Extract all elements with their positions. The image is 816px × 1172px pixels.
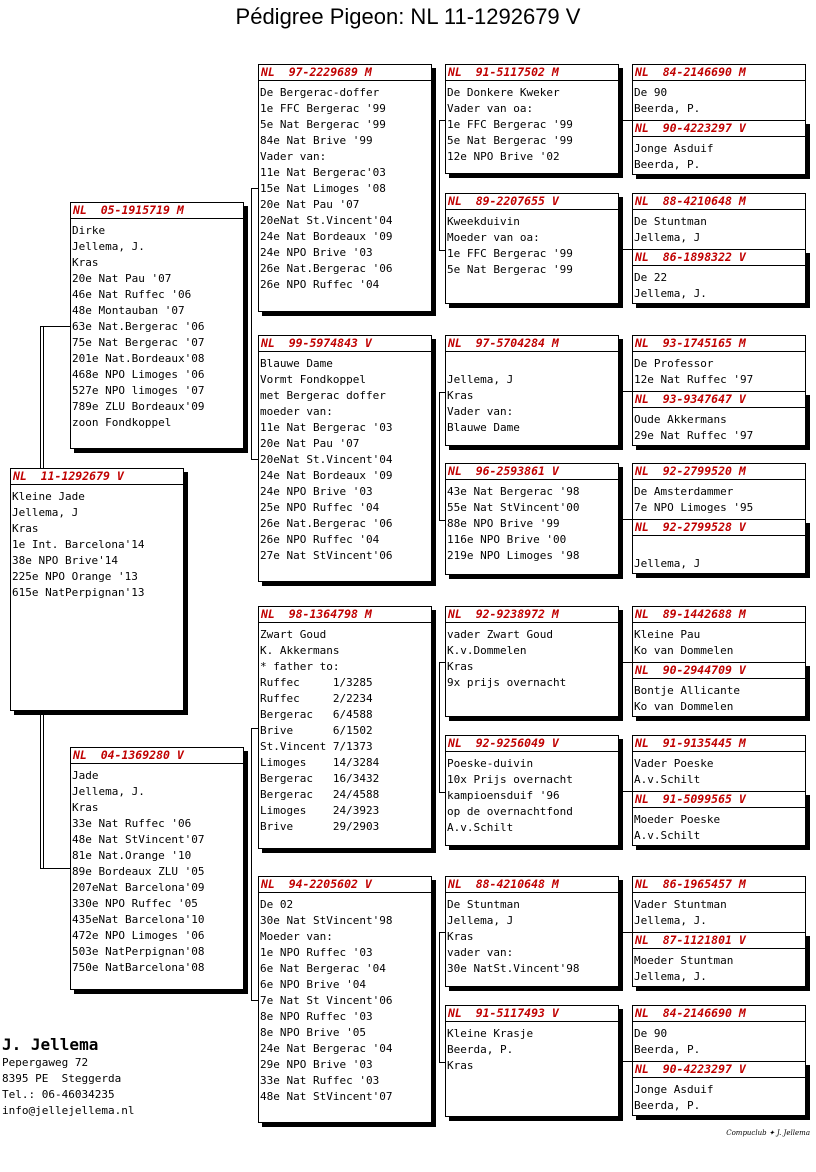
ancestor-card (632, 1061, 806, 1116)
pigeon-info-line: 38e NPO Brive'14 (12, 554, 118, 567)
pigeon-info-line: 24e NPO Brive '03 (260, 485, 373, 498)
pigeon-info-line: Jade (72, 769, 99, 782)
pigeon-info-line: Limoges 14/3284 (260, 756, 380, 769)
connector-line (251, 188, 252, 459)
ancestor-card (632, 791, 806, 846)
pigeon-info-line: 29e NPO Brive '03 (260, 1058, 373, 1071)
ancestor-card (632, 193, 806, 249)
connector-line (439, 120, 440, 250)
great-grandparent-card (445, 335, 619, 446)
pigeon-info-line: 46e Nat Ruffec '06 (72, 288, 192, 301)
pigeon-info-line: Bergerac 24/4588 (260, 788, 380, 801)
ancestor-card (632, 606, 806, 662)
pigeon-info-line: 6e NPO Brive '04 (260, 978, 366, 991)
connector-line (251, 459, 258, 460)
pigeon-info-line: 789e ZLU Bordeaux'09 (72, 400, 205, 413)
ring-number: NL 86-1965457 M (633, 877, 805, 893)
breeder-email[interactable]: info@jellejellema.nl (2, 1104, 135, 1117)
pigeon-info-line: Beerda, P. (634, 102, 701, 115)
pigeon-info-line: Kras (447, 930, 474, 943)
pigeon-info-line: zoon Fondkoppel (72, 416, 172, 429)
breeder-phone: Tel.: 06-46034235 (2, 1088, 115, 1101)
pigeon-info-line: 8e NPO Brive '05 (260, 1026, 366, 1039)
pigeon-info-line: Jellema, J (12, 506, 79, 519)
pigeon-info-line: * father to: (260, 660, 340, 673)
pigeon-info-line: De 90 (634, 1027, 668, 1040)
ring-number: NL 11-1292679 V (11, 469, 183, 485)
pigeon-info-line: 9x prijs overnacht (447, 676, 567, 689)
pigeon-info-line: 11e Nat Bergerac'03 (260, 166, 386, 179)
breeder-city: 8395 PE Steggerda (2, 1072, 122, 1085)
pigeon-info-line: 11e Nat Bergerac '03 (260, 421, 393, 434)
pigeon-info-line: Kweekduivin (447, 215, 520, 228)
pigeon-info-line: 10x Prijs overnacht (447, 773, 573, 786)
pigeon-info-line: Beerda, P. (447, 1043, 514, 1056)
grandsire-paternal-card (258, 64, 432, 312)
pigeon-info-line: op de overnachtfond (447, 805, 573, 818)
connector-line (619, 391, 632, 392)
pigeon-info-line: A.v.Schilt (634, 829, 701, 842)
pigeon-info-line: 219e NPO Limoges '98 (447, 549, 580, 562)
pigeon-info-line: 55e Nat StVincent'00 (447, 501, 580, 514)
ring-number: NL 92-2799520 M (633, 464, 805, 480)
sire-card (70, 202, 244, 449)
ancestor-card (632, 876, 806, 932)
pigeon-info-line: De 02 (260, 898, 294, 911)
pigeon-info-line: 225e NPO Orange '13 (12, 570, 138, 583)
pigeon-info-line (634, 540, 805, 556)
pigeon-info-line: 1e NPO Ruffec '03 (260, 946, 373, 959)
pigeon-info-line: 7e NPO Limoges '95 (634, 501, 754, 514)
pigeon-info-line: Bontje Allicante (634, 684, 740, 697)
pigeon-info-line: A.v.Schilt (447, 821, 514, 834)
connector-line (619, 791, 632, 792)
pigeon-info-line: Kleine Jade (12, 490, 85, 503)
ring-number: NL 88-4210648 M (446, 877, 618, 893)
pigeon-info-line: Vormt Fondkoppel (260, 373, 366, 386)
pigeon-info-line: 84e Nat Brive '99 (260, 134, 373, 147)
ancestor-card (632, 64, 806, 120)
pigeon-info-line: Ko van Dommelen (634, 700, 734, 713)
pigeon-info-line: 20e Nat Pau '07 (260, 198, 360, 211)
ring-number: NL 92-9238972 M (446, 607, 618, 623)
pigeon-info-line: Jellema, J. (72, 240, 145, 253)
pigeon-info-line: 26e NPO Ruffec '04 (260, 278, 380, 291)
ring-number: NL 90-4223297 V (633, 1062, 805, 1078)
subject-pigeon-card (10, 468, 184, 711)
pigeon-info-line: 81e Nat.Orange '10 (72, 849, 192, 862)
ring-number: NL 86-1898322 V (633, 250, 805, 266)
pigeon-info-line: K.v.Dommelen (447, 644, 527, 657)
pigeon-info-line: Vader van: (447, 405, 514, 418)
ring-number: NL 99-5974843 V (259, 336, 431, 352)
pigeon-info-line: Moeder Stuntman (634, 954, 734, 967)
pigeon-info-line: Beerda, P. (634, 1099, 701, 1112)
pigeon-info-line: 75e Nat Bergerac '07 (72, 336, 205, 349)
pigeon-info-line: 43e Nat Bergerac '98 (447, 485, 580, 498)
pigeon-info-line: 27e Nat StVincent'06 (260, 549, 393, 562)
pigeon-info-line: 7e Nat St Vincent'06 (260, 994, 393, 1007)
connector-line (439, 662, 440, 792)
pigeon-info-line: 201e Nat.Bordeaux'08 (72, 352, 205, 365)
pigeon-info-line: Vader Poeske (634, 757, 714, 770)
pigeon-info-line: 29e Nat Ruffec '97 (634, 429, 754, 442)
pigeon-info-line: De Donkere Kweker (447, 86, 560, 99)
pigeon-info-line: Bergerac 6/4588 (260, 708, 373, 721)
pigeon-info-line: Ko van Dommelen (634, 644, 734, 657)
connector-line (43, 326, 44, 468)
pigeon-info-line: 24e Nat Bergerac '04 (260, 1042, 393, 1055)
pigeon-info-line: kampioensduif '96 (447, 789, 560, 802)
pigeon-info-line: Beerda, P. (634, 158, 701, 171)
great-grandparent-card (445, 1005, 619, 1117)
great-grandparent-card (445, 463, 619, 575)
pigeon-info-line: 12e NPO Brive '02 (447, 150, 560, 163)
pigeon-info-line: Kras (447, 660, 474, 673)
breeder-name: J. Jellema (2, 1035, 99, 1054)
ancestor-card (632, 463, 806, 519)
pigeon-info-line: 20e Nat Pau '07 (72, 272, 172, 285)
ring-number: NL 91-9135445 M (633, 736, 805, 752)
pigeon-info-line: St.Vincent 7/1373 (260, 740, 373, 753)
ring-number: NL 84-2146690 M (633, 1006, 805, 1022)
pigeon-info-line: 30e Nat StVincent'98 (260, 914, 393, 927)
ring-number: NL 91-5099565 V (633, 792, 805, 808)
pigeon-info-line: 24e Nat Bordeaux '09 (260, 230, 393, 243)
connector-line (619, 120, 632, 121)
pigeon-info-line: 33e Nat Ruffec '03 (260, 1074, 380, 1087)
pigeon-info-line: Jellema, J. (634, 914, 707, 927)
pigeon-info-line: Kras (447, 389, 474, 402)
great-grandparent-card (445, 193, 619, 304)
pigeon-info-line: 1e Int. Barcelona'14 (12, 538, 145, 551)
ancestor-card (632, 120, 806, 175)
dam-card (70, 747, 244, 990)
pigeon-info-line: Blauwe Dame (260, 357, 333, 370)
pigeon-info-line: 20eNat St.Vincent'04 (260, 453, 393, 466)
pigeon-info-line: 89e Bordeaux ZLU '05 (72, 865, 205, 878)
ring-number: NL 04-1369280 V (71, 748, 243, 764)
ring-number: NL 89-2207655 V (446, 194, 618, 210)
ancestor-card (632, 249, 806, 304)
pigeon-info-line: Ruffec 2/2234 (260, 692, 373, 705)
pigeon-info-line (447, 356, 618, 372)
pigeon-info-line: met Bergerac doffer (260, 389, 386, 402)
pigeon-info-line: 1e FFC Bergerac '99 (447, 118, 573, 131)
pigeon-info-line: Jonge Asduif (634, 142, 714, 155)
pigeon-info-line: moeder van: (260, 405, 333, 418)
ancestor-card (632, 519, 806, 574)
pigeon-info-line: Kras (72, 801, 99, 814)
connector-line (619, 519, 632, 520)
ring-number: NL 96-2593861 V (446, 464, 618, 480)
pigeon-info-line: A.v.Schilt (634, 773, 701, 786)
pigeon-info-line: De Stuntman (634, 215, 707, 228)
pigeon-info-line: 1e FFC Bergerac '99 (447, 247, 573, 260)
pigeon-info-line: 503e NatPerpignan'08 (72, 945, 205, 958)
ring-number: NL 93-9347647 V (633, 392, 805, 408)
ring-number: NL 97-2229689 M (259, 65, 431, 81)
pigeon-info-line: vader van: (447, 946, 514, 959)
connector-line (619, 249, 632, 250)
pigeon-info-line: 20e Nat Pau '07 (260, 437, 360, 450)
ring-number: NL 92-2799528 V (633, 520, 805, 536)
pigeon-info-line: Oude Akkermans (634, 413, 727, 426)
breeder-address: Pepergaweg 72 (2, 1056, 89, 1069)
pigeon-info-line: Bergerac 16/3432 (260, 772, 380, 785)
connector-line (251, 1000, 258, 1001)
pigeon-info-line: Kleine Pau (634, 628, 701, 641)
connector-line (251, 188, 258, 189)
connector-line (251, 728, 252, 1000)
pigeon-info-line: De Bergerac-doffer (260, 86, 380, 99)
ring-number: NL 91-5117502 M (446, 65, 618, 81)
great-grandparent-card (445, 876, 619, 987)
pigeon-info-line: Kras (12, 522, 39, 535)
pigeon-info-line: De 90 (634, 86, 668, 99)
pigeon-info-line: Jellema, J (447, 914, 514, 927)
ring-number: NL 90-4223297 V (633, 121, 805, 137)
pigeon-info-line: Vader van: (260, 150, 327, 163)
ancestor-card (632, 391, 806, 446)
ring-number: NL 94-2205602 V (259, 877, 431, 893)
ring-number: NL 89-1442688 M (633, 607, 805, 623)
ring-number: NL 90-2944709 V (633, 663, 805, 679)
ring-number: NL 87-1121801 V (633, 933, 805, 949)
pigeon-info-line: 6e Nat Bergerac '04 (260, 962, 386, 975)
pigeon-info-line: 26e NPO Ruffec '04 (260, 533, 380, 546)
ring-number: NL 92-9256049 V (446, 736, 618, 752)
software-credit: Compuclub ✦ J. Jellema (726, 1129, 810, 1137)
pigeon-info-line: Dirke (72, 224, 106, 237)
pigeon-info-line: 207eNat Barcelona'09 (72, 881, 205, 894)
pigeon-info-line: 20eNat St.Vincent'04 (260, 214, 393, 227)
pigeon-info-line: Brive 29/2903 (260, 820, 380, 833)
connector-line (619, 662, 632, 663)
pigeon-info-line: 88e NPO Brive '99 (447, 517, 560, 530)
pigeon-info-line: 527e NPO limoges '07 (72, 384, 205, 397)
pigeon-info-line: 615e NatPerpignan'13 (12, 586, 145, 599)
pigeon-info-line: Jellema, J. (72, 785, 145, 798)
connector-line (619, 1061, 632, 1062)
pigeon-info-line: 468e NPO Limoges '06 (72, 368, 205, 381)
pigeon-info-line: Jellema, J. (634, 970, 707, 983)
pigeon-info-line: 48e Nat StVincent'07 (72, 833, 205, 846)
ancestor-card (632, 335, 806, 391)
pigeon-info-line: 472e NPO Limoges '06 (72, 929, 205, 942)
grandsire-maternal-card (258, 606, 432, 849)
pigeon-info-line: Blauwe Dame (447, 421, 520, 434)
pigeon-info-line: 12e Nat Ruffec '97 (634, 373, 754, 386)
great-grandparent-card (445, 735, 619, 846)
pigeon-info-line: Brive 6/1502 (260, 724, 373, 737)
pigeon-info-line: 8e NPO Ruffec '03 (260, 1010, 373, 1023)
pigeon-info-line: 1e FFC Bergerac '99 (260, 102, 386, 115)
granddam-maternal-card (258, 876, 432, 1123)
pigeon-info-line: 48e Montauban '07 (72, 304, 185, 317)
ring-number: NL 88-4210648 M (633, 194, 805, 210)
pigeon-info-line: 116e NPO Brive '00 (447, 533, 567, 546)
pigeon-info-line: 33e Nat Ruffec '06 (72, 817, 192, 830)
pigeon-info-line: K. Akkermans (260, 644, 340, 657)
connector-line (251, 728, 258, 729)
pigeon-info-line: De Stuntman (447, 898, 520, 911)
pigeon-info-line: 330e NPO Ruffec '05 (72, 897, 198, 910)
pigeon-info-line: Moeder Poeske (634, 813, 721, 826)
pigeon-info-line: De Amsterdammer (634, 485, 734, 498)
ancestor-card (632, 932, 806, 987)
connector-line (439, 392, 440, 520)
ancestor-card (632, 1005, 806, 1061)
ancestor-card (632, 735, 806, 791)
pigeon-info-line: Ruffec 1/3285 (260, 676, 373, 689)
breeder-info (2, 1035, 134, 1119)
pigeon-info-line: Vader van oa: (447, 102, 534, 115)
pigeon-info-line: vader Zwart Goud (447, 628, 553, 641)
pigeon-info-line: Moeder van: (260, 930, 333, 943)
page-title: Pédigree Pigeon: NL 11-1292679 V (235, 4, 581, 29)
pigeon-info-line: De 22 (634, 271, 668, 284)
pigeon-info-line: 25e NPO Ruffec '04 (260, 501, 380, 514)
pigeon-info-line: 24e NPO Brive '03 (260, 246, 373, 259)
pigeon-info-line: 5e Nat Bergerac '99 (260, 118, 386, 131)
pigeon-info-line: 435eNat Barcelona'10 (72, 913, 205, 926)
pigeon-info-line: Moeder van oa: (447, 231, 540, 244)
connector-line (40, 868, 70, 869)
pigeon-info-line: 63e Nat.Bergerac '06 (72, 320, 205, 333)
pigeon-info-line: 26e Nat.Bergerac '06 (260, 517, 393, 530)
connector-line (619, 932, 632, 933)
great-grandparent-card (445, 64, 619, 174)
pigeon-info-line: 15e Nat Limoges '08 (260, 182, 386, 195)
connector-line (40, 326, 70, 327)
pigeon-info-line: Zwart Goud (260, 628, 327, 641)
ring-number: NL 93-1745165 M (633, 336, 805, 352)
pigeon-info-line: De Professor (634, 357, 714, 370)
pigeon-info-line: Poeske-duivin (447, 757, 534, 770)
pigeon-info-line: 5e Nat Bergerac '99 (447, 134, 573, 147)
ring-number: NL 91-5117493 V (446, 1006, 618, 1022)
pigeon-info-line: 24e Nat Bordeaux '09 (260, 469, 393, 482)
connector-line (43, 711, 44, 868)
pigeon-info-line: Jellema, J (634, 557, 701, 570)
pigeon-info-line: 26e Nat.Bergerac '06 (260, 262, 393, 275)
ring-number: NL 05-1915719 M (71, 203, 243, 219)
pigeon-info-line: Jellema, J. (634, 287, 707, 300)
ancestor-card (632, 662, 806, 717)
pigeon-info-line: Jonge Asduif (634, 1083, 714, 1096)
ring-number: NL 84-2146690 M (633, 65, 805, 81)
ring-number: NL 98-1364798 M (259, 607, 431, 623)
pigeon-info-line: Beerda, P. (634, 1043, 701, 1056)
pigeon-info-line: Limoges 24/3923 (260, 804, 380, 817)
connector-line (439, 932, 440, 1062)
great-grandparent-card (445, 606, 619, 717)
pigeon-info-line: 30e NatSt.Vincent'98 (447, 962, 580, 975)
pigeon-info-line: Kleine Krasje (447, 1027, 534, 1040)
pigeon-info-line: 750e NatBarcelona'08 (72, 961, 205, 974)
pigeon-info-line: 5e Nat Bergerac '99 (447, 263, 573, 276)
pigeon-info-line: Kras (447, 1059, 474, 1072)
granddam-paternal-card (258, 335, 432, 582)
pigeon-info-line: Vader Stuntman (634, 898, 727, 911)
ring-number: NL 97-5704284 M (446, 336, 618, 352)
pigeon-info-line: Jellema, J (447, 373, 514, 386)
pigeon-info-line: Jellema, J (634, 231, 701, 244)
pigeon-info-line: Kras (72, 256, 99, 269)
pigeon-info-line: 48e Nat StVincent'07 (260, 1090, 393, 1103)
